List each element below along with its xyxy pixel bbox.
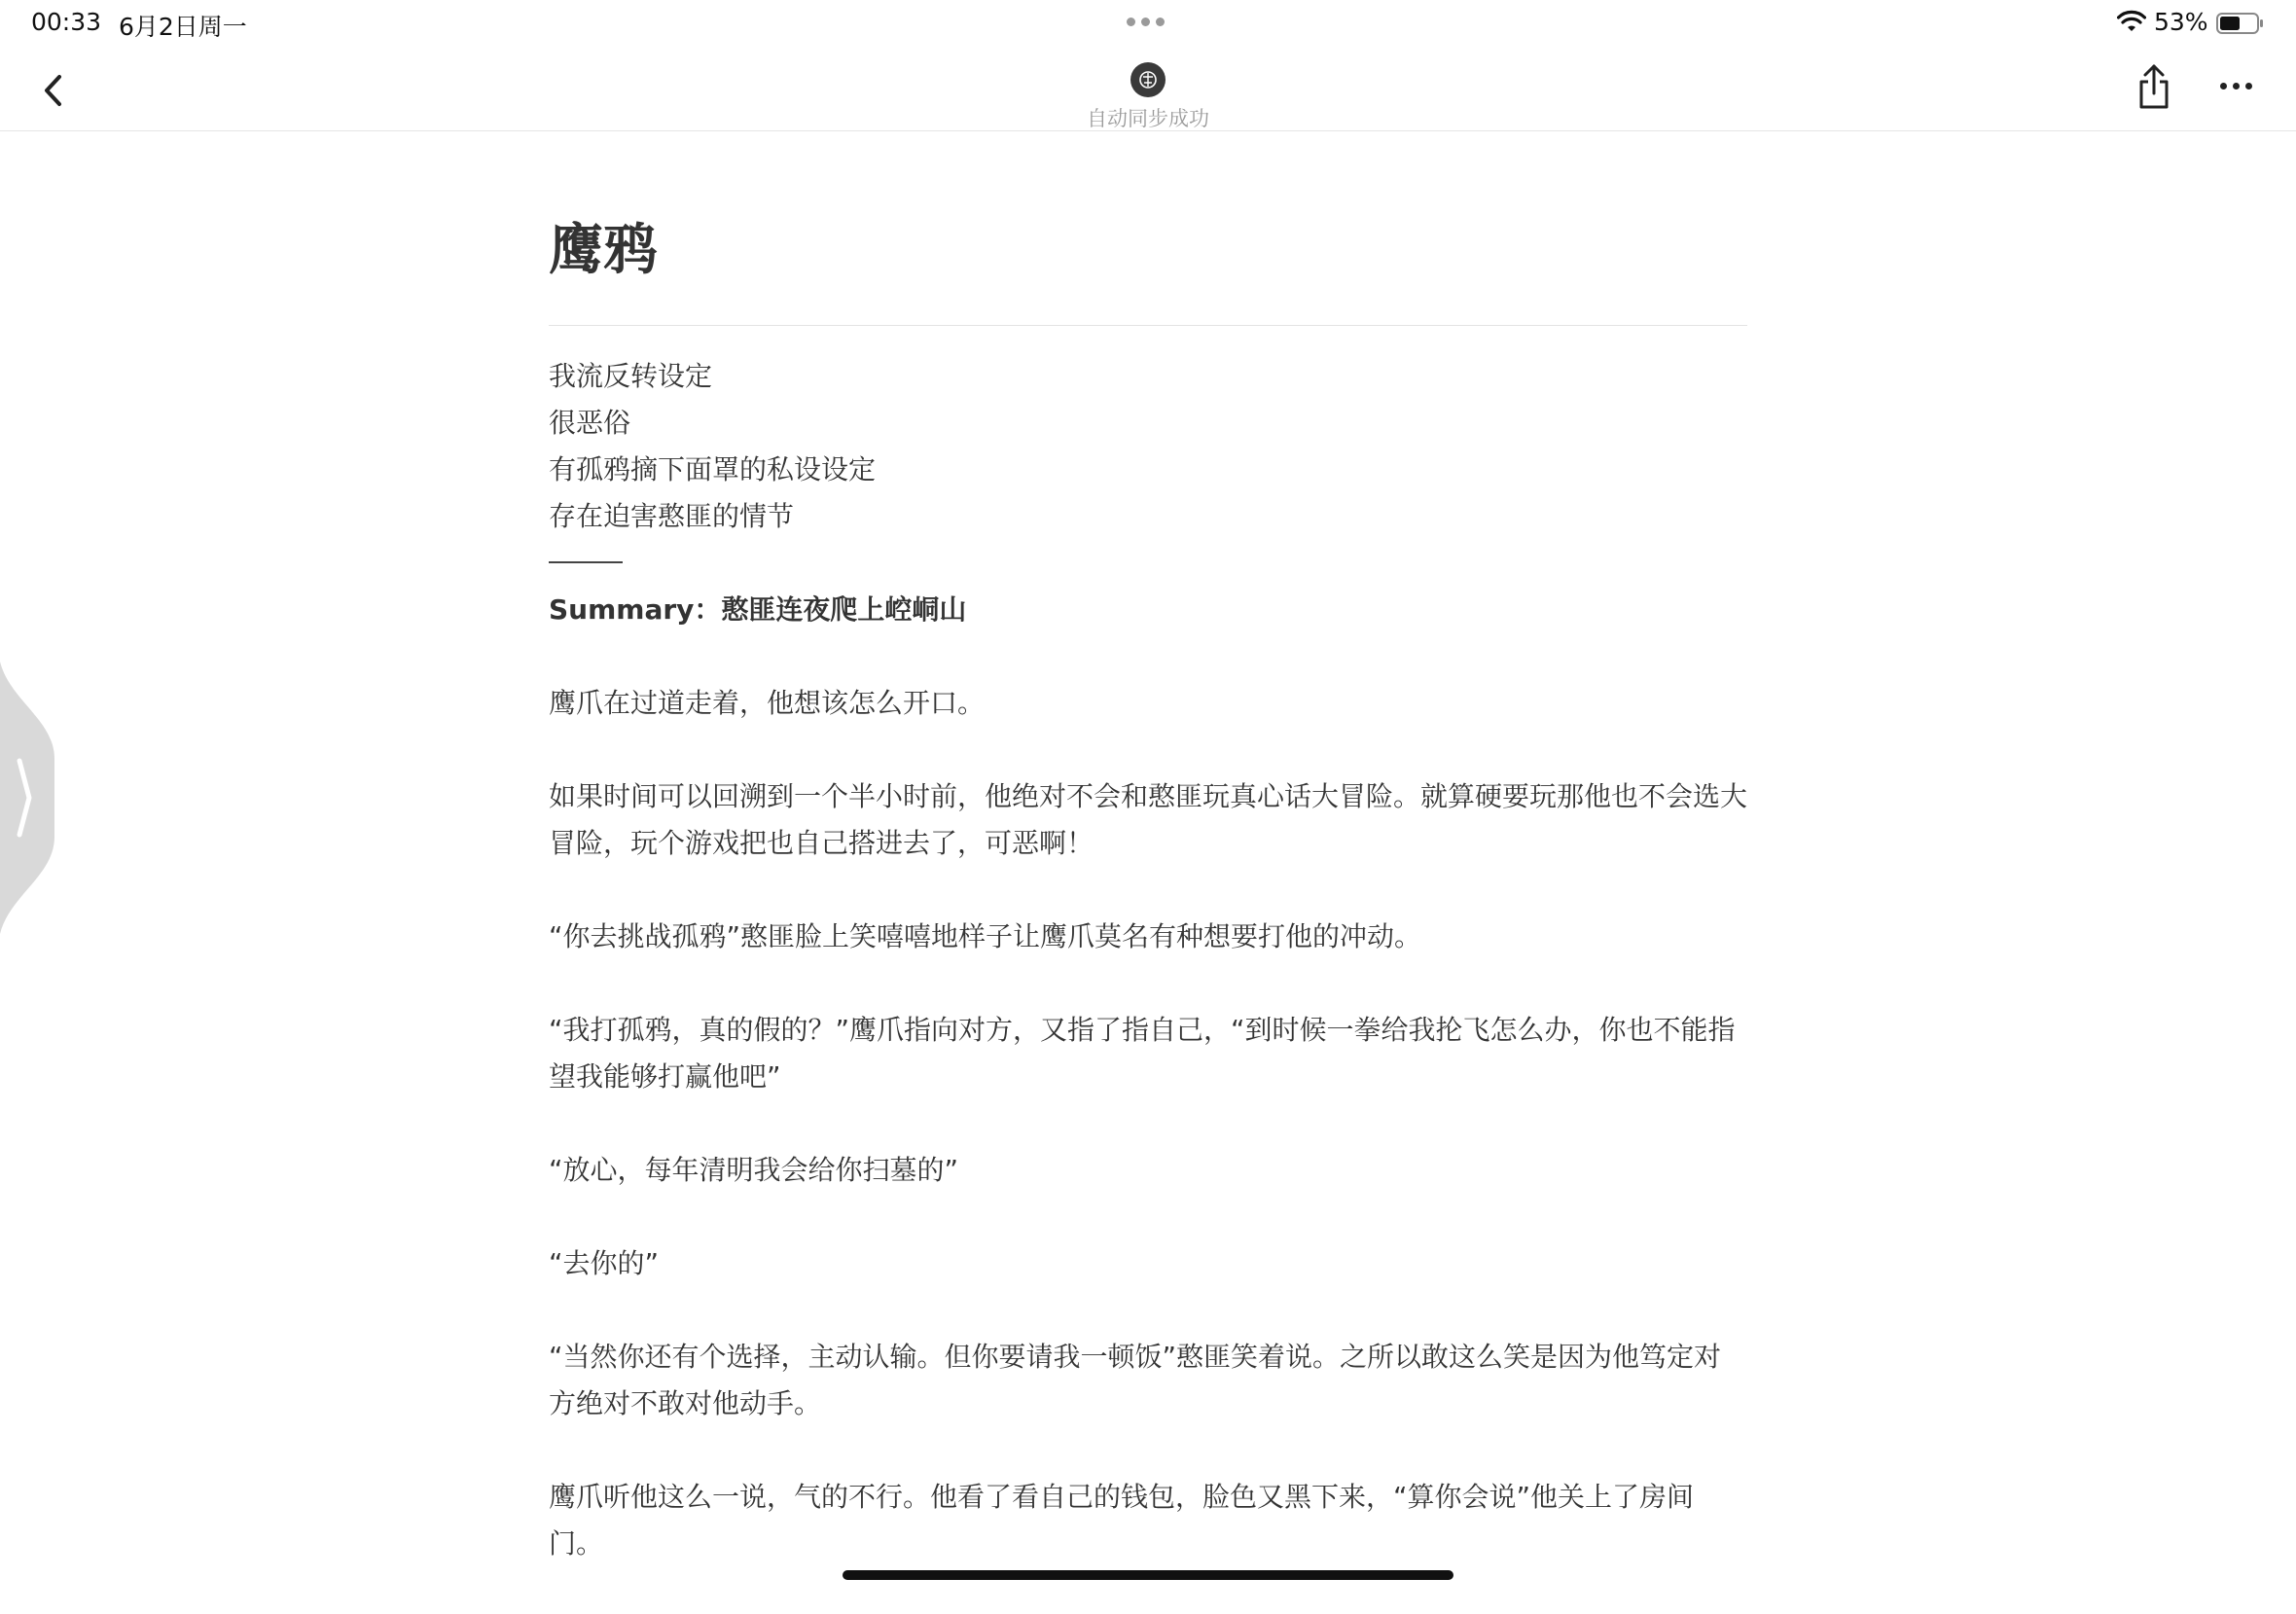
note-line: 我流反转设定 <box>549 360 713 392</box>
avatar-glyph-icon <box>1135 67 1161 92</box>
paragraph: 鹰爪听他这么一说，气的不行。他看了看自己的钱包，脸色又黑下来，“算你会说”他关上了房间门。 <box>549 1481 1695 1560</box>
battery-percent: 53% <box>2154 8 2208 36</box>
sidebar-handle-icon[interactable] <box>0 662 54 934</box>
multitasking-dots-icon[interactable] <box>1127 18 1169 27</box>
note-line: 很恶俗 <box>549 407 631 439</box>
note-line: 有孤鸦摘下面罩的私设设定 <box>549 453 877 485</box>
summary: Summary：憨匪连夜爬上崆峒山 <box>549 593 967 626</box>
article <box>549 204 1747 1614</box>
note-line: 存在迫害憨匪的情节 <box>549 500 795 532</box>
more-horizontal-icon[interactable] <box>2220 76 2259 95</box>
article-title: 鹰鸦 <box>549 219 658 282</box>
status-bar <box>0 0 2296 47</box>
title-divider <box>549 325 1747 326</box>
home-indicator[interactable] <box>843 1570 1453 1580</box>
paragraph: “我打孤鸦，真的假的？”鹰爪指向对方，又指了指自己，“到时候一拳给我抡飞怎么办，你也不能指望我能够打赢他吧” <box>549 1014 1736 1093</box>
paragraph: 鹰爪在过道走着，他想该怎么开口。 <box>549 687 986 719</box>
paragraph: “当然你还有个选择，主动认输。但你要请我一顿饭”憨匪笑着说。之所以敢这么笑是因为他笃定对方绝对不敢对他动手。 <box>549 1341 1722 1419</box>
app-avatar-icon[interactable] <box>1130 62 1166 97</box>
paragraph: “放心，每年清明我会给你扫墓的” <box>549 1154 959 1186</box>
paragraph: “你去挑战孤鸦”憨匪脸上笑嘻嘻地样子让鹰爪莫名有种想要打他的冲动。 <box>549 920 1422 952</box>
share-icon[interactable] <box>2135 62 2173 111</box>
battery-icon <box>2216 12 2265 35</box>
status-time: 00:33 <box>31 8 102 36</box>
sync-status: 自动同步成功 <box>1087 107 1209 130</box>
wifi-icon <box>2117 10 2146 35</box>
section-rule <box>549 561 623 563</box>
status-date: 6月2日周一 <box>119 13 247 41</box>
nav-bar <box>0 47 2296 131</box>
chevron-left-icon <box>43 74 64 107</box>
paragraph: “去你的” <box>549 1247 660 1279</box>
paragraph: 如果时间可以回溯到一个半小时前，他绝对不会和憨匪玩真心话大冒险。就算硬要玩那他也不会选大冒险，玩个游戏把也自己搭进去了，可恶啊！ <box>549 780 1748 859</box>
back-button[interactable] <box>29 66 78 115</box>
